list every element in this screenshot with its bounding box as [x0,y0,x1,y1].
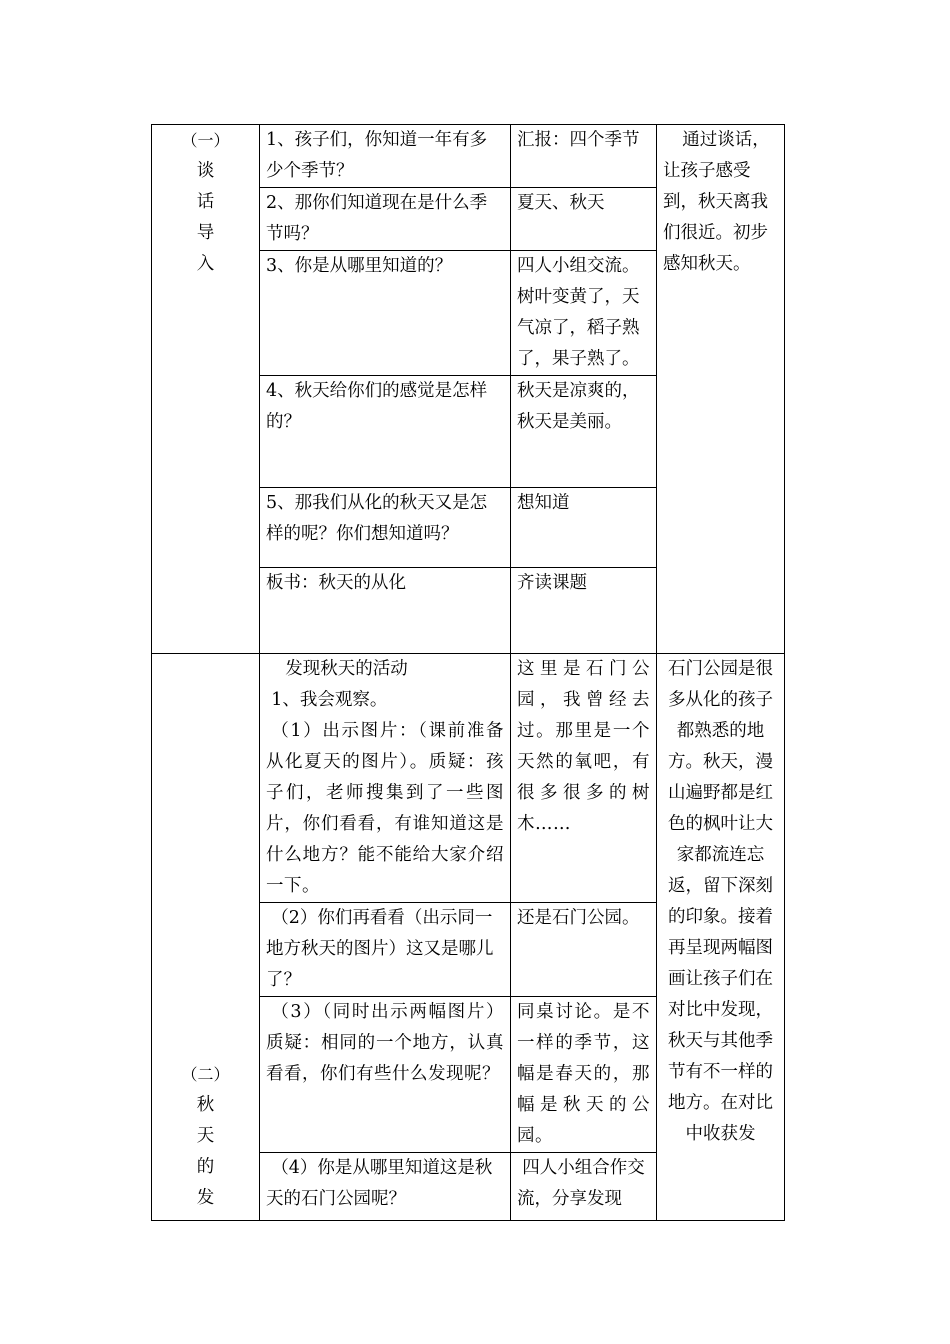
teacher-activity: 2、那你们知道现在是什么季节吗？ [260,188,511,251]
student-activity: 汇报：四个季节 [511,125,657,188]
stage-char: 导 [196,223,215,243]
teacher-activity: 4、秋天给你们的感觉是怎样的？ [260,376,511,488]
activity-step: 1、我会观察。 [271,690,388,710]
student-activity: 齐读课题 [511,568,657,654]
activity-heading: 发现秋天的活动 [285,659,408,679]
stage-cell-1 [152,125,260,654]
design-intent [657,654,785,1221]
stage-number: （二） [181,1065,230,1084]
teacher-activity: 3、你是从哪里知道的？ [260,251,511,376]
student-activity: 四人小组合作交流，分享发现 [511,1153,657,1221]
design-intent [657,125,785,654]
stage-char: 谈 [196,161,215,181]
table-row [152,654,785,903]
student-activity: 还是石门公园。 [511,903,657,997]
stage-char: 入 [196,254,215,274]
student-activity: 秋天是凉爽的，秋天是美丽。 [511,376,657,488]
student-activity: 夏天、秋天 [511,188,657,251]
stage-char: 秋 [196,1095,215,1115]
lesson-plan-table [151,124,785,1221]
design-intent-text: 通过谈话，让孩子感受到，秋天离我们很近。初步感知秋天。 [663,130,770,274]
activity-detail: （1）出示图片：（课前准备从化夏天的图片）。质疑：孩子们，老师搜集到了一些图片，你们看看，有谁知道这是什么地方？能不能给大家介绍一下。 [266,721,504,896]
teacher-activity: （4）你是从哪里知道这是秋天的石门公园呢？ [260,1153,511,1221]
teacher-activity: （3）（同时出示两幅图片）质疑：相同的一个地方，认真看看，你们有些什么发现呢？ [260,997,511,1153]
design-intent-text: 石门公园是很多从化的孩子都熟悉的地方。秋天，漫山遍野都是红色的枫叶让大家都流连忘返，留下深刻的印象。接着再呈现两幅图画让孩子们在对比中发现，秋天与其他季节有不一样的地方。在对比中收获发 [668,659,773,1144]
student-activity: 这里是石门公园，我曾经去过。那里是一个天然的氧吧，有很多很多的树木…… [511,654,657,903]
student-activity: 四人小组交流。树叶变黄了，天气凉了，稻子熟了，果子熟了。 [511,251,657,376]
stage-char: 发 [196,1188,215,1208]
stage-char: 话 [196,192,215,212]
stage-char: 的 [196,1157,215,1177]
teacher-activity: （2）你们再看看（出示同一地方秋天的图片）这又是哪儿了？ [260,903,511,997]
stage-char: 天 [196,1126,215,1146]
teacher-activity: 5、那我们从化的秋天又是怎样的呢？你们想知道吗？ [260,488,511,568]
teacher-activity [260,654,511,903]
stage-number: （一） [181,131,230,150]
teacher-activity: 板书：秋天的从化 [260,568,511,654]
stage-cell-2 [152,654,260,1221]
student-activity: 同桌讨论。是不一样的季节，这幅是春天的，那幅是秋天的公园。 [511,997,657,1153]
table-row [152,125,785,188]
student-activity: 想知道 [511,488,657,568]
teacher-activity: 1、孩子们，你知道一年有多少个季节？ [260,125,511,188]
